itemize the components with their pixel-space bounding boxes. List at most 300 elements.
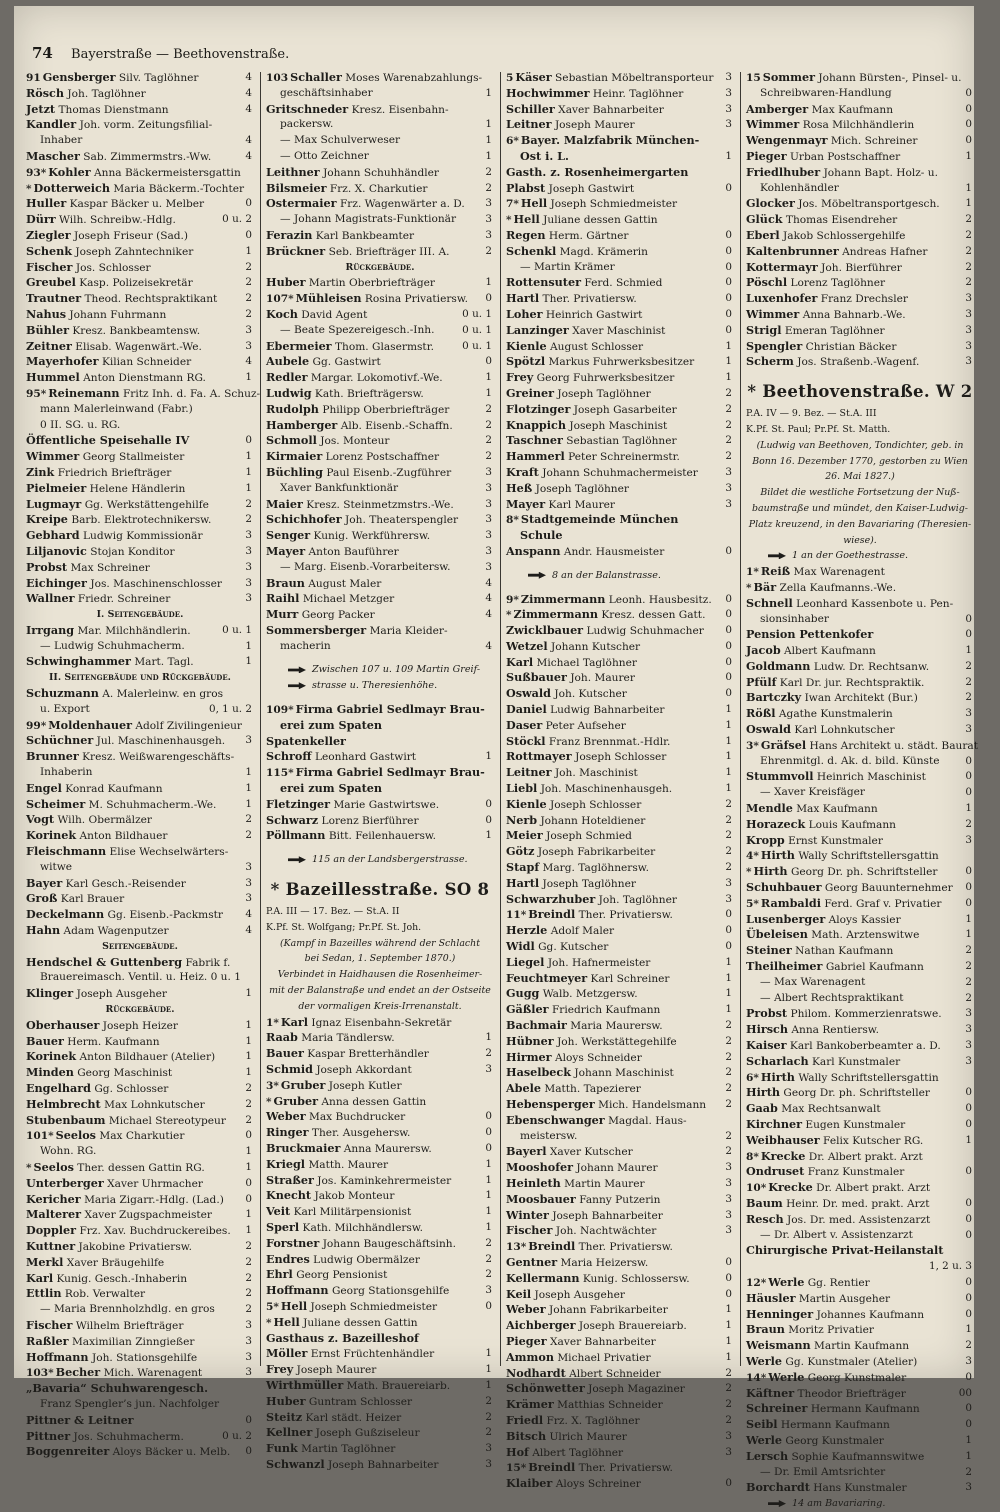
resident-name: Hof [506,1444,529,1459]
resident-name: Häusler [746,1290,796,1305]
floor-number: 0 [725,544,732,557]
floor-number: 2 [965,944,972,957]
resident-name: Gentner [506,1254,558,1269]
floor-number: 1 [485,276,492,289]
resident-details: Fabrik f. [185,956,231,969]
resident-name: Kirmaier [266,449,323,464]
directory-entry [506,1255,734,1271]
street-heading: * Beethovenstraße. W 2 [747,382,973,402]
resident-details: Anton Bauführer [308,545,399,558]
floor-number: 3 [485,544,492,557]
directory-entry [746,1259,974,1275]
resident-name: Zeitner [26,338,72,353]
directory-entry [746,1307,974,1323]
directory-entry [746,690,974,706]
floor-number: 0 [965,1086,972,1099]
floor-number: 0 [965,1291,972,1304]
resident-details: Joseph Taglöhner [535,482,629,495]
floor-number: 0 [245,1129,252,1142]
resident-details: Joh. Stationsgehilfe [91,1351,198,1364]
directory-entry [506,512,734,528]
resident-details: Max Buchdrucker [308,1111,406,1124]
resident-name: Wallner [26,591,75,606]
column-rule [260,72,261,1366]
resident-details: Maria Bäckerm.-Tochter [113,182,245,195]
directory-entry [266,133,494,149]
floor-number: 1 [485,1378,492,1391]
resident-details: geschäftsinhaber [280,86,373,99]
resident-name: Schönwetter [506,1381,585,1396]
resident-name: Hebensperger [506,1097,595,1111]
resident-details: Hermann Kaufmann [810,1403,920,1416]
floor-number: 1 [485,134,492,147]
resident-name: Ettlin [26,1286,62,1301]
street-note: Verbindet in Haidhausen die Rosenheimer- [277,969,483,981]
directory-entry [266,212,494,228]
resident-name: Bauer [266,1046,304,1061]
resident-details: Ulrich Maurer [549,1430,627,1443]
resident-name: Forstner [266,1235,320,1250]
resident-name: Brunner [26,749,79,764]
directory-entry [506,1050,734,1066]
floor-number: 2 [725,450,732,463]
resident-name: Hirth [760,848,795,863]
directory-entry [26,749,254,765]
resident-details: Mich. Schreiner [830,135,918,148]
resident-name: Boggenreiter [26,1444,110,1459]
directory-entry [266,1425,494,1441]
resident-details: Thomas Dienstmann [58,103,169,116]
resident-name: Rottensuter [506,275,581,290]
floor-number: 3 [725,497,732,510]
floor-number: 1 [725,1334,732,1347]
resident-details: Gg. Rentier [807,1276,870,1289]
house-number: 101* [26,1130,54,1143]
directory-entry [506,1081,734,1097]
directory-entry [506,117,734,133]
directory-entry [746,133,974,149]
resident-details: Xaver Uhrmacher [107,1177,203,1190]
resident-details: Ludwig Bahnarbeiter [550,704,665,717]
resident-name: Klaiber [506,1476,553,1491]
directory-entry [266,1236,494,1252]
floor-number: 1 [965,928,972,941]
directory-entry [746,943,974,959]
resident-name: Gruber [273,1093,318,1108]
floor-number: 0 [965,1370,972,1383]
floor-number: 1 [485,1205,492,1218]
resident-details: Mart. Tagl. [134,656,194,669]
resident-name: Seibl [746,1417,778,1432]
resident-name: Pittner & Leitner [26,1412,134,1427]
directory-entry [266,275,494,291]
floor-number: 2 [725,1145,732,1158]
directory-entry [26,1207,254,1223]
resident-details: Kunig. Werkführersw. [313,530,431,543]
resident-name: Schmoll [266,433,317,448]
resident-details: Joh. Hafnermeister [547,956,651,969]
directory-entry [746,564,974,580]
directory-entry [746,1243,974,1259]
resident-details: Georg Packer [301,609,375,622]
resident-details: Maria Heizersw. [560,1256,649,1269]
resident-details: Joseph Bahnarbeiter [328,1458,439,1471]
floor-number: 2 [965,228,972,241]
resident-details: Joseph Akkordant [316,1064,412,1077]
directory-entry [506,1113,734,1129]
floor-number: 1 [725,371,732,384]
directory-entry [266,1204,494,1220]
floor-number: 0 [965,628,972,641]
resident-details: Magdal. Haus- [608,1114,687,1127]
resident-details: Aloys Schneider [554,1051,642,1064]
resident-details: Karl Dr. jur. Rechtspraktik. [779,676,925,689]
floor-number: 0 [965,1118,972,1130]
floor-number: 1 [725,149,732,162]
floor-number: 1 [725,987,732,1000]
resident-name: Käser [515,70,552,84]
directory-entry [26,212,254,228]
directory-entry [26,133,254,149]
resident-details: Jos. Schlosser [75,261,151,274]
street-info: P.A. III — 17. Bez. — St.A. II [266,906,400,918]
floor-number: 2 [245,1287,252,1300]
floor-number: 1 [485,149,492,162]
resident-details: Michael Metzger [302,593,395,606]
floor-number: 1 [725,703,732,716]
directory-entry [746,260,974,276]
resident-name: Werle [768,1369,805,1384]
directory-entry [26,623,254,639]
resident-details: Kresz. dessen Gatt. [601,609,706,622]
directory-entry [266,1220,494,1236]
directory-entry [506,892,734,908]
floor-number: 2 [245,513,252,526]
floor-number: 0 [965,102,972,115]
resident-name: Rambaldi [760,895,821,910]
directory-entry [26,70,254,86]
floor-number: 3 [725,1224,732,1237]
resident-name: Bilsmeier [266,180,327,195]
directory-entry [746,1022,974,1038]
street-note: 26. Mai 1827.) [825,471,895,483]
directory-entry [266,370,494,386]
directory-entry [506,449,734,465]
resident-details: Matth. Tapezierer [544,1083,641,1096]
directory-entry [746,1149,974,1165]
resident-details: Gabriel Kaufmann [825,961,924,974]
resident-details: Maximilian Zinngießer [71,1335,195,1348]
resident-name: Seelos [33,1159,74,1174]
resident-details: Joseph Bahnarbeiter [552,1209,663,1222]
floor-number: 3 [965,1481,972,1494]
resident-details: Joseph Taglöhner [542,877,636,890]
directory-entry [26,165,254,181]
resident-name: Schnell [746,595,793,610]
section-heading: II. Seitengebäude und Rückgebäude. [49,672,231,684]
directory-entry [506,497,734,513]
resident-name: Raab [266,1030,298,1045]
cross-reference-text: Zwischen 107 u. 109 Martin Greif- [312,664,481,676]
resident-details: sionsinhaber [760,612,829,625]
floor-number: 0 [725,924,732,937]
floor-number: 4 [245,355,252,368]
directory-entry [746,244,974,260]
resident-name: Öffentliche Speisehalle IV [26,433,190,448]
resident-details: Karl Maurer [548,498,615,511]
floor-number: 1 [245,1066,252,1079]
directory-entry [506,939,734,955]
resident-name: Liljanovic [26,543,87,558]
directory-entry [26,1049,254,1065]
column-rule [500,72,501,1366]
floor-number: 1 [725,782,732,795]
resident-name: Hochwimmer [506,85,590,100]
resident-details: Kaspar Bäcker u. Melber [69,198,205,211]
resident-name: Ehrl [266,1267,293,1282]
resident-name: Schule [520,528,563,543]
page-number: 74 [32,44,53,62]
resident-name: Henninger [746,1306,814,1321]
directory-entry [26,1444,254,1460]
directory-entry [26,860,254,876]
resident-name: Karl [280,1014,309,1029]
house-number: 103 [266,72,289,84]
resident-details: Ludwig Obermälzer [313,1253,420,1266]
floor-number: 3 [725,876,732,889]
resident-name: Wirthmüller [266,1377,344,1392]
resident-name: Pieger [746,148,787,163]
house-number: 107* [266,293,294,306]
directory-entry [266,70,494,86]
floor-number: 0 [245,1192,252,1205]
resident-name: Moldenhauer [48,717,132,732]
floor-number: 2 [725,1050,732,1063]
resident-details: Jakob Schlossergehilfe [783,229,906,242]
house-number: 14* [746,1371,767,1384]
directory-entry [506,1223,734,1239]
floor-number: 3 [485,1284,492,1297]
floor-number: 1 [485,118,492,131]
directory-entry [506,1192,734,1208]
resident-details: Gg. Gastwirt [312,356,381,369]
directory-entry [506,1302,734,1318]
resident-details: Bitt. Feilenhauersw. [328,830,437,843]
floor-number: 0 [965,865,972,878]
floor-number: 0 [485,1126,492,1139]
resident-name: Resch [746,1211,784,1226]
directory-entry [506,1366,734,1382]
resident-name: Meier [506,828,543,843]
resident-name: Wimmer [746,306,800,321]
resident-name: Zimmermann [513,607,599,622]
resident-details: Ther. Privatiersw. [578,1462,673,1475]
resident-name: Fleischmann [26,844,107,859]
floor-number: 1 [245,655,252,668]
floor-number: 4 [245,86,252,99]
resident-details: Joh. Maschinist [554,767,638,780]
resident-details: Johann Baugeschäftsinh. [322,1237,456,1250]
resident-details: Nathan Kaufmann [795,945,894,958]
resident-details: Joseph Heizer [102,1019,178,1032]
directory-entry [746,228,974,244]
directory-entry [26,307,254,323]
resident-name: Probst [26,559,68,574]
resident-details: Georg Stallmeister [82,451,185,464]
directory-entry [266,639,494,655]
floor-number: 0 [485,813,492,826]
resident-details: Wally Schriftstellersgattin [798,850,939,863]
resident-details: Karl städt. Heizer [305,1411,402,1424]
resident-name: Leitner [506,117,552,132]
floor-number: 1 [725,750,732,763]
floor-number: 2 [245,276,252,289]
resident-name: Hammerl [506,449,565,464]
directory-entry [266,1441,494,1457]
floor-number: 1 [245,781,252,794]
resident-details: Anna dessen Gattin [321,1095,427,1108]
directory-entry [746,1228,974,1244]
directory-entry [26,1018,254,1034]
resident-details: Joseph Gastwirt [548,182,635,195]
floor-number: 3 [965,723,972,736]
resident-details: Rosina Privatiersw. [364,293,469,306]
resident-details: Kresz. Steinmetzmstrs.-We. [306,498,454,511]
directory-entry [26,1160,254,1176]
resident-details: Wilh. Schreibw.-Hdlg. [59,214,176,227]
cross-reference-text: strasse u. Theresienhöhe. [312,680,438,692]
resident-name: Herzle [506,923,548,938]
resident-name: Rösch [26,85,65,100]
resident-name: Lersch [746,1448,789,1463]
directory-entry [746,1070,974,1086]
running-title: Bayerstraße — Beethovenstraße. [71,47,290,62]
floor-number: 0 [965,786,972,799]
resident-name: Hoffmann [266,1283,329,1298]
resident-name: Hell [520,196,548,211]
directory-entry [26,228,254,244]
resident-name: Mooshofer [506,1160,574,1175]
resident-details: Aloys Schreiner [555,1478,641,1491]
resident-name: Koch [266,306,298,321]
floor-number: 2 [965,244,972,257]
resident-details: Mich. Handelsmann [598,1099,707,1111]
house-number: 5* [746,897,759,910]
directory-entry [746,117,974,133]
floor-number: 1 [245,371,252,384]
directory-entry [746,307,974,323]
floor-number: 1 [245,244,252,257]
resident-details: Andr. Hausmeister [563,545,665,558]
directory-entry [506,1397,734,1413]
directory-entry [26,1097,254,1113]
resident-details: Magd. Krämerin [559,245,649,258]
resident-details: Silv. Taglöhner [118,72,199,84]
directory-entry [506,702,734,718]
directory-entry [506,686,734,702]
directory-entry [506,181,734,197]
directory-entry [266,228,494,244]
resident-name: Kriegl [266,1156,306,1171]
directory-entry [746,1275,974,1291]
street-note: baumstraße und mündet, den Kaiser-Ludwig- [752,502,968,514]
resident-name: Pension Pettenkofer [746,627,874,642]
resident-details: Maria Tändlersw. [301,1032,395,1045]
directory-entry [506,1097,734,1113]
directory-entry [266,1094,494,1110]
resident-name: Fischer [506,1223,553,1238]
resident-details: Friedr. Schreiner [77,593,171,606]
house-number: 8* [506,514,519,527]
floor-number: 0 [725,292,732,305]
resident-details: Wilhelm Briefträger [75,1319,184,1332]
floor-number: 2 [725,829,732,842]
resident-name: Bayerl [506,1144,547,1159]
directory-entry [26,718,254,734]
resident-name: Steitz [266,1409,303,1424]
resident-name: Engel [26,780,62,795]
directory-entry [506,260,734,276]
floor-number: 3 [965,307,972,320]
section-heading: Rückgebäude. [345,261,415,273]
resident-details: Moritz Privatier [788,1324,874,1337]
resident-name: Ebenschwanger [506,1112,605,1127]
floor-number: 2 [485,1252,492,1265]
floor-number: 2 [725,845,732,858]
floor-number: 1 [245,1018,252,1031]
resident-details: Hans Architekt u. städt. Baurat [809,739,978,752]
directory-entry [506,1334,734,1350]
floor-number: 0 [485,797,492,810]
resident-details: Joseph Kutler [328,1079,402,1092]
floor-number: 0 [965,754,972,767]
directory-entry [506,1429,734,1445]
directory-entry [26,654,254,670]
resident-name: Groß [26,891,58,906]
resident-name: Zimmermann [520,591,606,606]
floor-number: 2 [965,260,972,273]
floor-number: 1 [725,355,732,368]
resident-name: Oberhauser [26,1017,100,1032]
resident-details: Max Charkutier [99,1130,185,1143]
resident-details: Johann Bapt. Holz- u. [823,166,938,179]
floor-number: 2 [485,181,492,194]
directory-entry [26,465,254,481]
resident-details: Xaver Maschinist [572,324,666,337]
floor-number: 0 [725,276,732,289]
resident-details: Kunig. Gesch.-Inhaberin [56,1272,188,1285]
directory-entry [26,560,254,576]
resident-name: Stöckl [506,733,546,748]
directory-entry [26,354,254,370]
directory-entry [746,880,974,896]
directory-entry [746,1054,974,1070]
directory-entry [26,828,254,844]
directory-column-3 [506,70,734,1492]
directory-entry [506,655,734,671]
directory-entry [26,1192,254,1208]
directory-entry [746,896,974,912]
resident-details: Anna Maurersw. [343,1143,432,1155]
resident-name: Kohler [48,164,91,179]
resident-details: Helene Händlerin [89,482,186,495]
directory-entry [26,449,254,465]
floor-number: 0 [245,1413,252,1426]
street-note: bei Sedan, 1. September 1870.) [304,953,456,965]
floor-number: 1 [725,1319,732,1332]
floor-number: 2 [725,1066,732,1079]
resident-name: Sperl [266,1219,300,1234]
